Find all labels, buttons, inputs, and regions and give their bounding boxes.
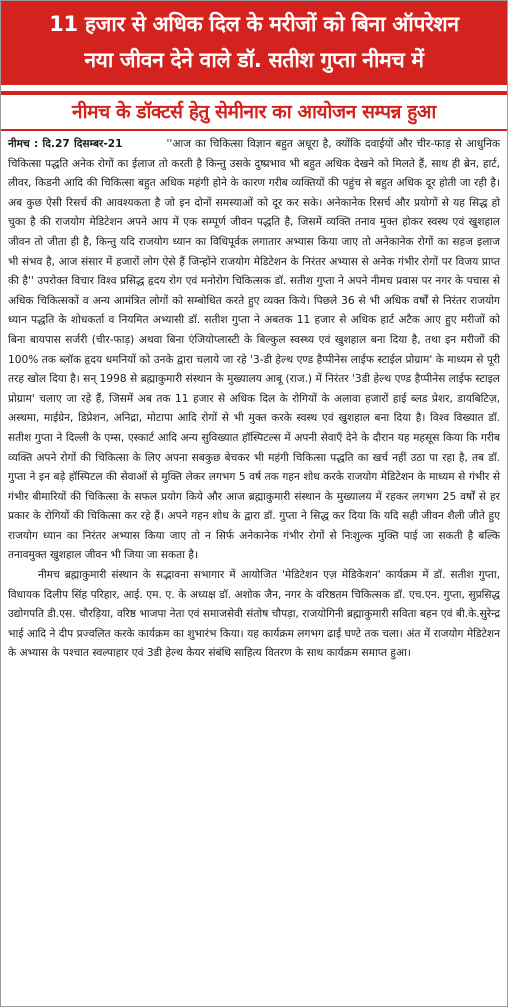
dateline: नीमच : दि.27 दिसम्बर-21 — [8, 138, 123, 150]
subheadline: नीमच के डॉक्टर्स हेतु सेमीनार का आयोजन सम्पन्न हुआ — [72, 101, 436, 123]
article-paragraph-1-text: ''आज का चिकित्सा विज्ञान बहुत अधूरा है, क्योंकि दवाईयों और चीर-फाड़ से आधुनिक चिकित्सा पद्धति अनेक रोगों का ईलाज तो करती है किन्तु उसके दुष्प्रभाव भी बहुत अधिक देखने को मिलते हैं, साथ ही ब्रेन, हार्ट, लीवर, किडनी आदि की चिकित्सा बहुत अधिक महंगी होने के कारण गरीब व्यक्तियों की पहुंच से बहुत अधिक दूर होती जा रही है। अब कुछ ऐसी रिसर्च की आवश्यकता है जो इन दोनों समस्याओं को दूर कर सके। अनेकानेक रिसर्च और प्रयोगों से यह सिद्ध हो चुका है की राजयोग मेडिटेशन अपने आप में एक सम्पूर्ण जीवन पद्धति है, जिसमें व्यक्ति तनाव मुक्त होकर स्वस्थ एवं खुशहाल जीवन तो जीता ही है, किन्तु यदि राजयोग ध्यान का विधिपूर्वक लगातार अभ्यास किया जाए तो अनेकानेक रोगों का सहज इलाज भी संभव है, आज संसार में हजारों लोग ऐसे हैं जिन्होंने राजयोग मेडिटेशन के निरंतर अभ्यास से अनेक गंभीर रोगों पर विजय प्राप्त की है'' उपरोक्त विचार विश्व प्रसिद्ध हृदय रोग एवं मनोरोग चिकित्सक डॉ. सतीश गुप्ता ने अपने नीमच प्रवास पर नगर के पचास से अधिक चिकित्सकों व अन्य आमंत्रित लोगों को सम्बोधित करते हुए व्यक्त किये। पिछले 36 से भी अधिक वर्षों से निरंतर राजयोग ध्यान पद्धति के शोधकर्ता व नियमित अभ्यासी डॉ. सतीश गुप्ता ने अबतक 11 हजार से अधिक हार्ट अटैक आए हुए मरीजों को बिना बायपास सर्जरी (चीर-फाड़) अथवा बिना एंजियोप्लास्टी के बिल्कुल स्वस्थ्य एवं खुशहाल बना दिया है, तथा इन मरीजों की 100% तक ब्लॉक हृदय धमनियों को उनके द्वारा चलाये जा रहे '3-डी हेल्थ एण्ड हैप्पीनेस लाईफ स्टाईल प्रोग्राम' के माध्यम से पूरी तरह खोल दिया है। सन् 1998 से ब्रह्माकुमारी संस्थान के मुख्यालय आबू (राज.) में निरंतर '3डी हेल्थ एण्ड हैप्पीनेस लाईफ स्टाइल प्रोग्राम' चलाए जा रहे हैं, जिसमें अब तक 11 हजार से अधिक दिल के रोगियों के अलावा हजारों हाई ब्लड प्रेशर, डायबिटिज़, अस्थमा, माईग्रेन, डिप्रेशन, अनिद्रा, मोटापा आदि रोगों से भी मुक्त करके स्वस्थ एवं खुशहाल बना दिया है। विश्व विख्यात डॉ. सतीश गुप्ता ने दिल्ली के एम्स, एस्कार्ट आदि अन्य सुविख्यात हॉस्पिटल्स में अपनी सेवाएँ देने के दौरान यह महसूस किया कि गरीब व्यक्ति अपने रोगों की चिकित्सा के लिए अपना सबकुछ बेचकर भी महंगी चिकित्सा पद्धति का खर्च नहीं उठा पा रहा है, तब डॉ. गुप्ता ने इन बड़े हॉस्पिटल की सेवाओं से मुक्ति लेकर लगभग 5 वर्ष तक गहन शोध करके राजयोग मेडिटेशन के माध्यम से गंभीर से गंभीर बीमारियों की चिकित्सा के सफल प्रयोग किये और आज ब्रह्माकुमारी संस्थान के मुख्यालय में रहकर लगभग 25 वर्षों से हर प्रकार के रोगियों की चिकित्सा कर रहे हैं। अपने गहन शोध के द्वारा डॉ. गुप्ता ने सिद्ध कर दिया कि यदि सही जीवन शैली जीते हुए राजयोग ध्यान का निरंतर अभ्यास किया जाए तो न सिर्फ अनेकानेक गंभीर रोगों से निःशुल्क मुक्ति पाई जा सकती है बल्कि तनावमुक्त खुशहाल जीवन भी जिया जा सकता है। — [8, 138, 500, 562]
article-paragraph-1 — [8, 135, 500, 566]
headline-banner — [1, 1, 507, 85]
divider-rule-thin — [1, 129, 507, 131]
divider-rule — [1, 91, 507, 95]
article-body — [1, 135, 507, 664]
headline-line-2: नया जीवन देने वाले डॉ. सतीश गुप्ता नीमच में — [84, 48, 424, 72]
headline-line-1: 11 हजार से अधिक दिल के मरीजों को बिना ऑपरेशन — [49, 12, 459, 36]
article-paragraph-2: नीमच ब्रह्माकुमारी संस्थान के सद्भावना सभागार में आयोजित 'मेडिटेशन एज़ मेडिकेशन' कार्यक्रम में डॉ. सतीश गुप्ता, विधायक दिलीप सिंह परिहार, आई. एम. ए. के अध्यक्ष डॉ. अशोक जैन, नगर के वरिष्ठतम चिकित्सक डॉ. एच.एन. गुप्ता, सुप्रसिद्ध उद्योगपति डी.एस. चौरड़िया, वरिष्ठ भाजपा नेता एवं समाजसेवी संतोष चौपड़ा, राजयोगिनी ब्रह्माकुमारी सविता बहन एवं बी.के.सुरेन्द्र भाई आदि ने दीप प्रज्वलित करके कार्यक्रम का शुभारंभ किया। यह कार्यक्रम लगभग ढाई घण्टे तक चला। अंत में राजयोग मेडिटेशन के अभ्यास के पश्चात स्वल्पाहार एवं 3डी हेल्थ केयर संबंधि साहित्य वितरण के साथ कार्यक्रम समाप्त हुआ। — [8, 569, 500, 660]
